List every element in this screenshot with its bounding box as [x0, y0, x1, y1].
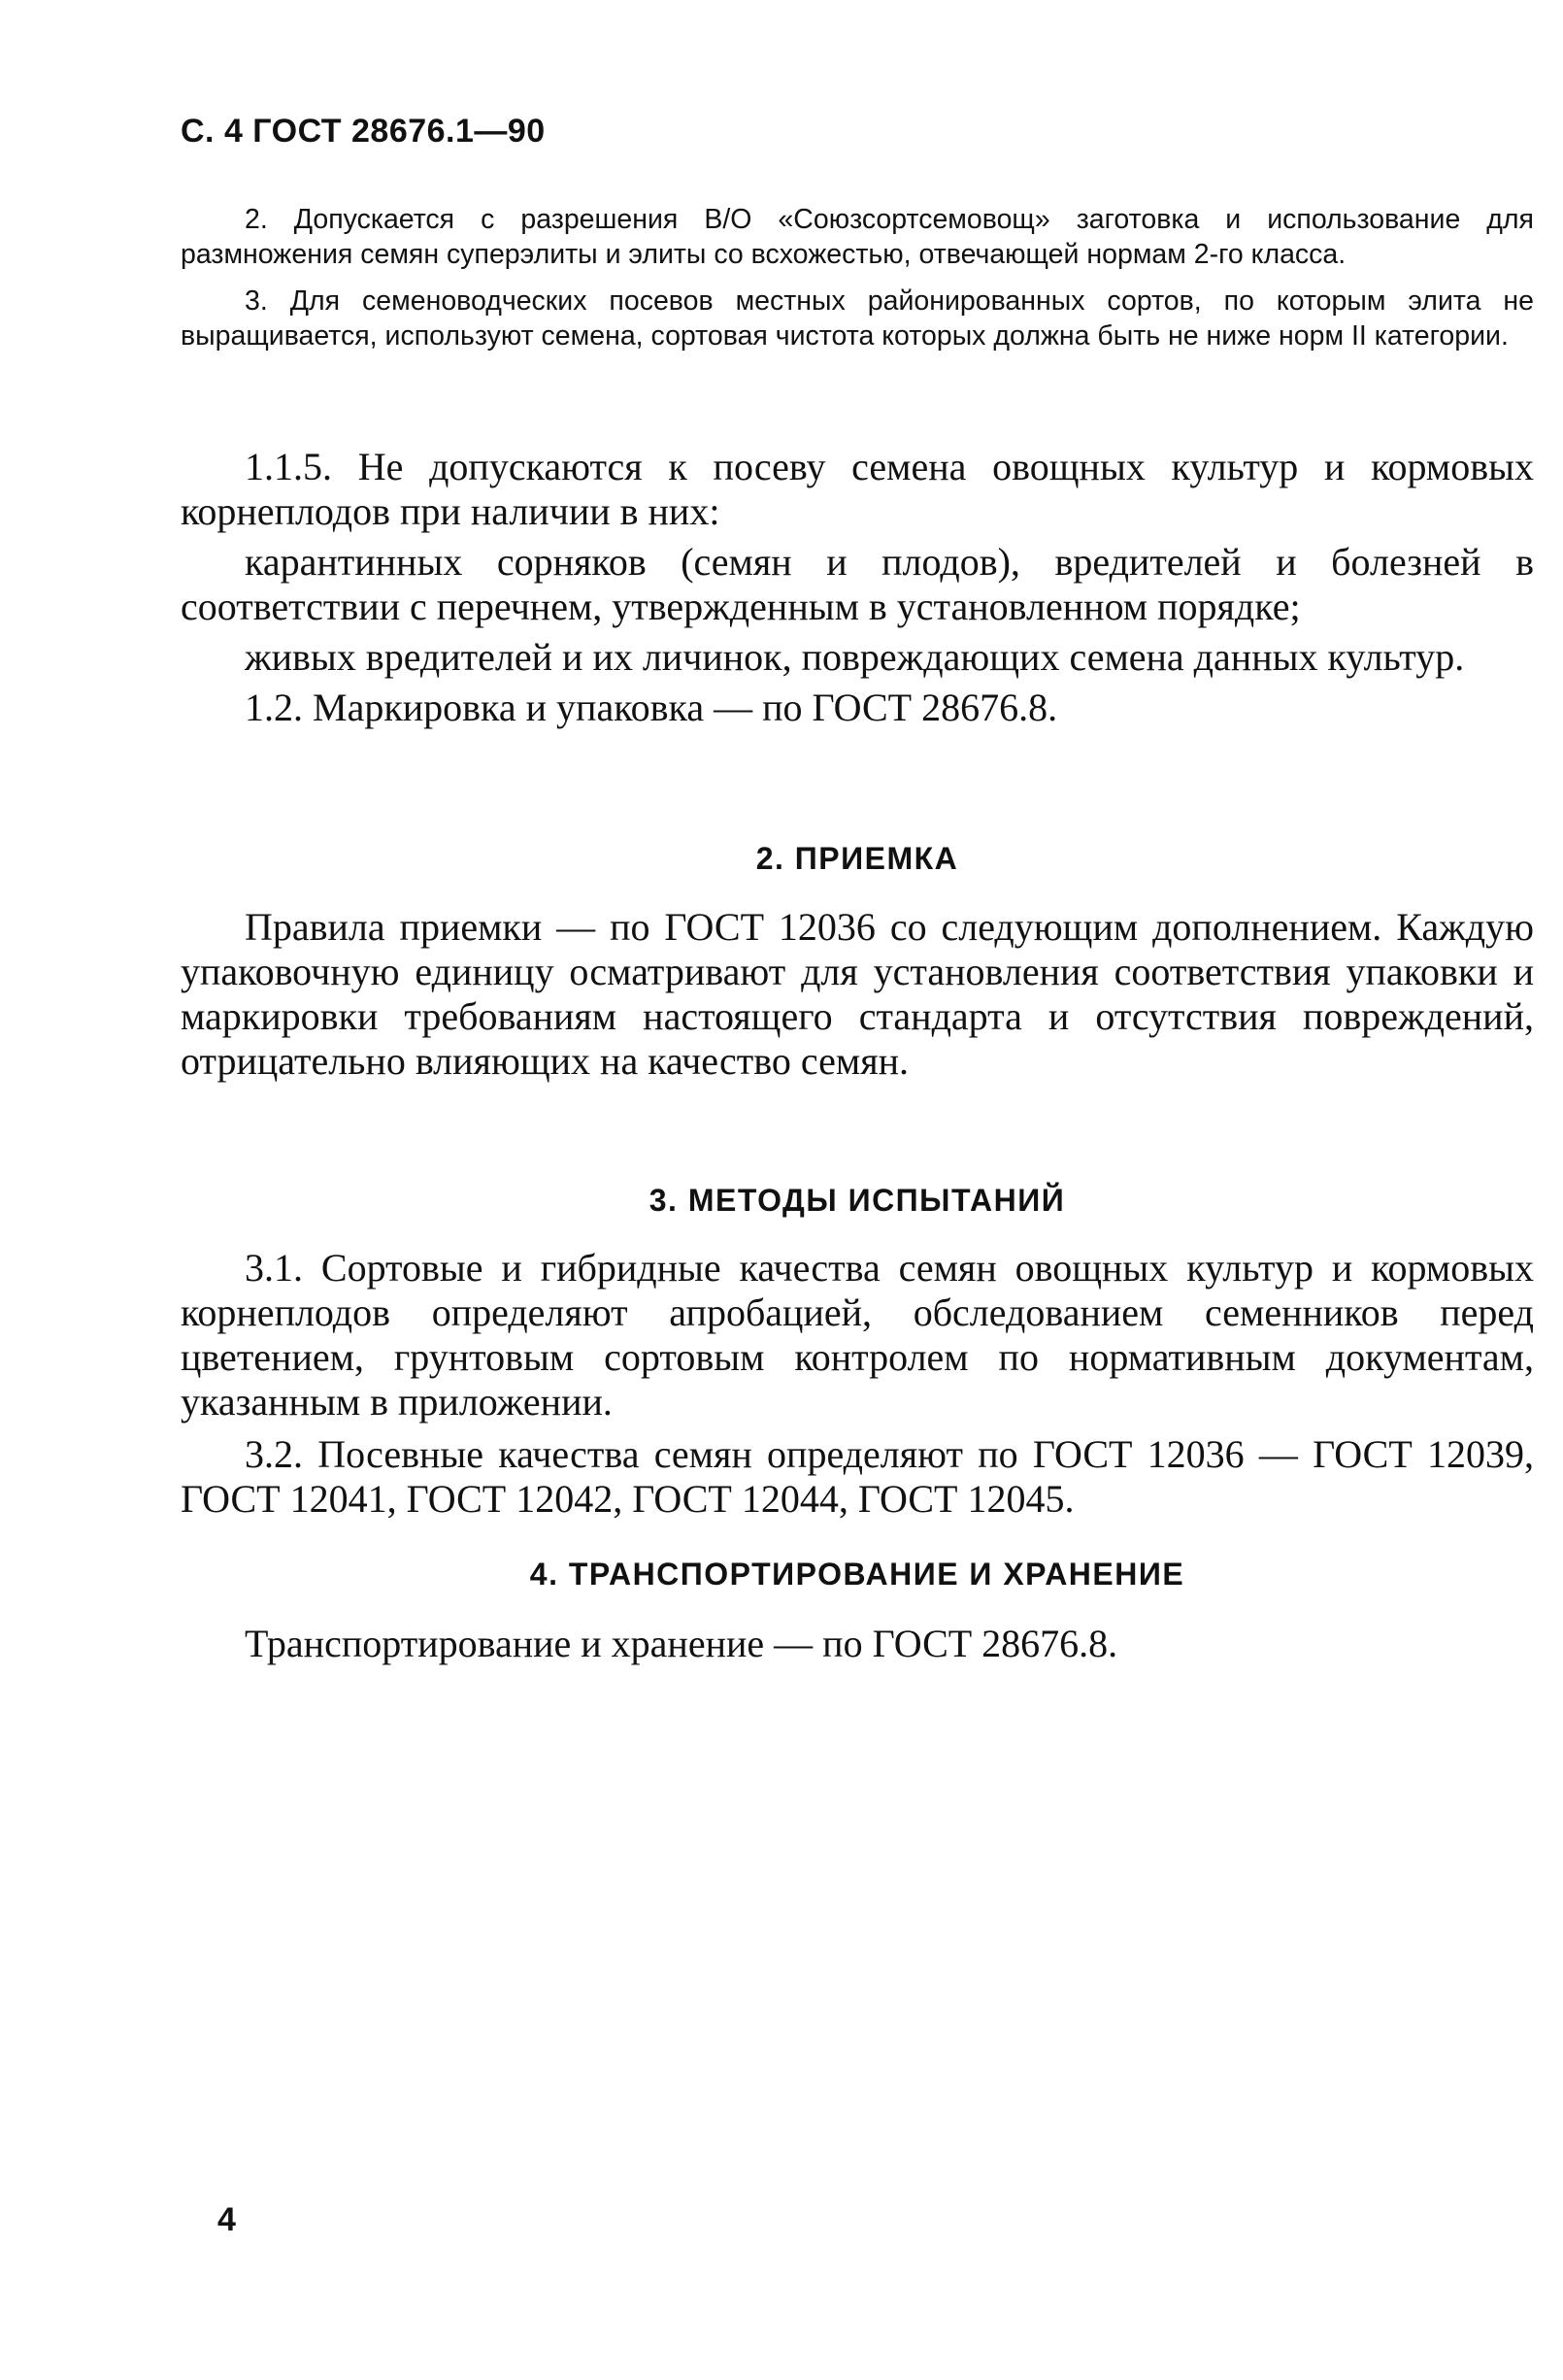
section-heading-acceptance: 2. ПРИЕМКА: [755, 841, 959, 876]
clause-3-2: 3.2. Посевные качества семян определяют по ГОСТ 12036 — ГОСТ 12039, ГОСТ 12041, ГОСТ 12042, ГОСТ 12044, ГОСТ 12045.: [181, 1432, 1534, 1521]
section-2-block: [181, 905, 1534, 1091]
list-item-quarantine: карантинных сорняков (семян и плодов), вредителей и болезней в соответствии с перечнем, утвержденным в установленном порядке;: [181, 540, 1534, 628]
running-head: С. 4 ГОСТ 28676.1—90: [181, 113, 546, 150]
clause-3-1: 3.1. Сортовые и гибридные качества семян овощных культур и кормовых корнеплодов определяют апробацией, обследованием семенников перед цветением, грунтовым сортовым контролем по нормативным документам, указанным в приложении.: [181, 1246, 1534, 1424]
clause-1-1-5: 1.1.5. Не допускаются к посеву семена овощных культур и кормовых корнеплодов при наличии в них:: [181, 445, 1534, 533]
section-heading-transport-storage: 4. ТРАНСПОРТИРОВАНИЕ И ХРАНЕНИЕ: [529, 1557, 1185, 1592]
section-3-block: [181, 1246, 1534, 1529]
acceptance-paragraph: Правила приемки — по ГОСТ 12036 со следующим дополнением. Каждую упаковочную единицу осматривают для установления соответствия упаковки и маркировки требованиям настоящего стандарта и отсутствия повреждений, отрицательно влияющих на качество семян.: [181, 905, 1534, 1083]
note-2: 2. Допускается с разрешения В/О «Союзсортсемовощ» заготовка и использование для размножения семян суперэлиты и элиты со всхожестью, отвечающей нормам 2-го класса.: [181, 204, 1534, 270]
notes-block: [181, 202, 1534, 365]
section-1-block: [181, 445, 1534, 738]
section-heading-test-methods: 3. МЕТОДЫ ИСПЫТАНИЙ: [648, 1183, 1066, 1218]
section-4-block: [181, 1622, 1534, 1674]
page-number: 4: [217, 2201, 236, 2238]
transport-paragraph: Транспортирование и хранение — по ГОСТ 28676.8.: [245, 1622, 1118, 1665]
list-item-pests: живых вредителей и их личинок, повреждающих семена данных культур.: [245, 635, 1465, 679]
clause-1-2: 1.2. Маркировка и упаковка — по ГОСТ 28676.8.: [245, 686, 1058, 729]
note-3: 3. Для семеноводческих посевов местных районированных сортов, по которым элита не выращивается, используют семена, сортовая чистота которых должна быть не ниже норм II категории.: [181, 285, 1534, 352]
